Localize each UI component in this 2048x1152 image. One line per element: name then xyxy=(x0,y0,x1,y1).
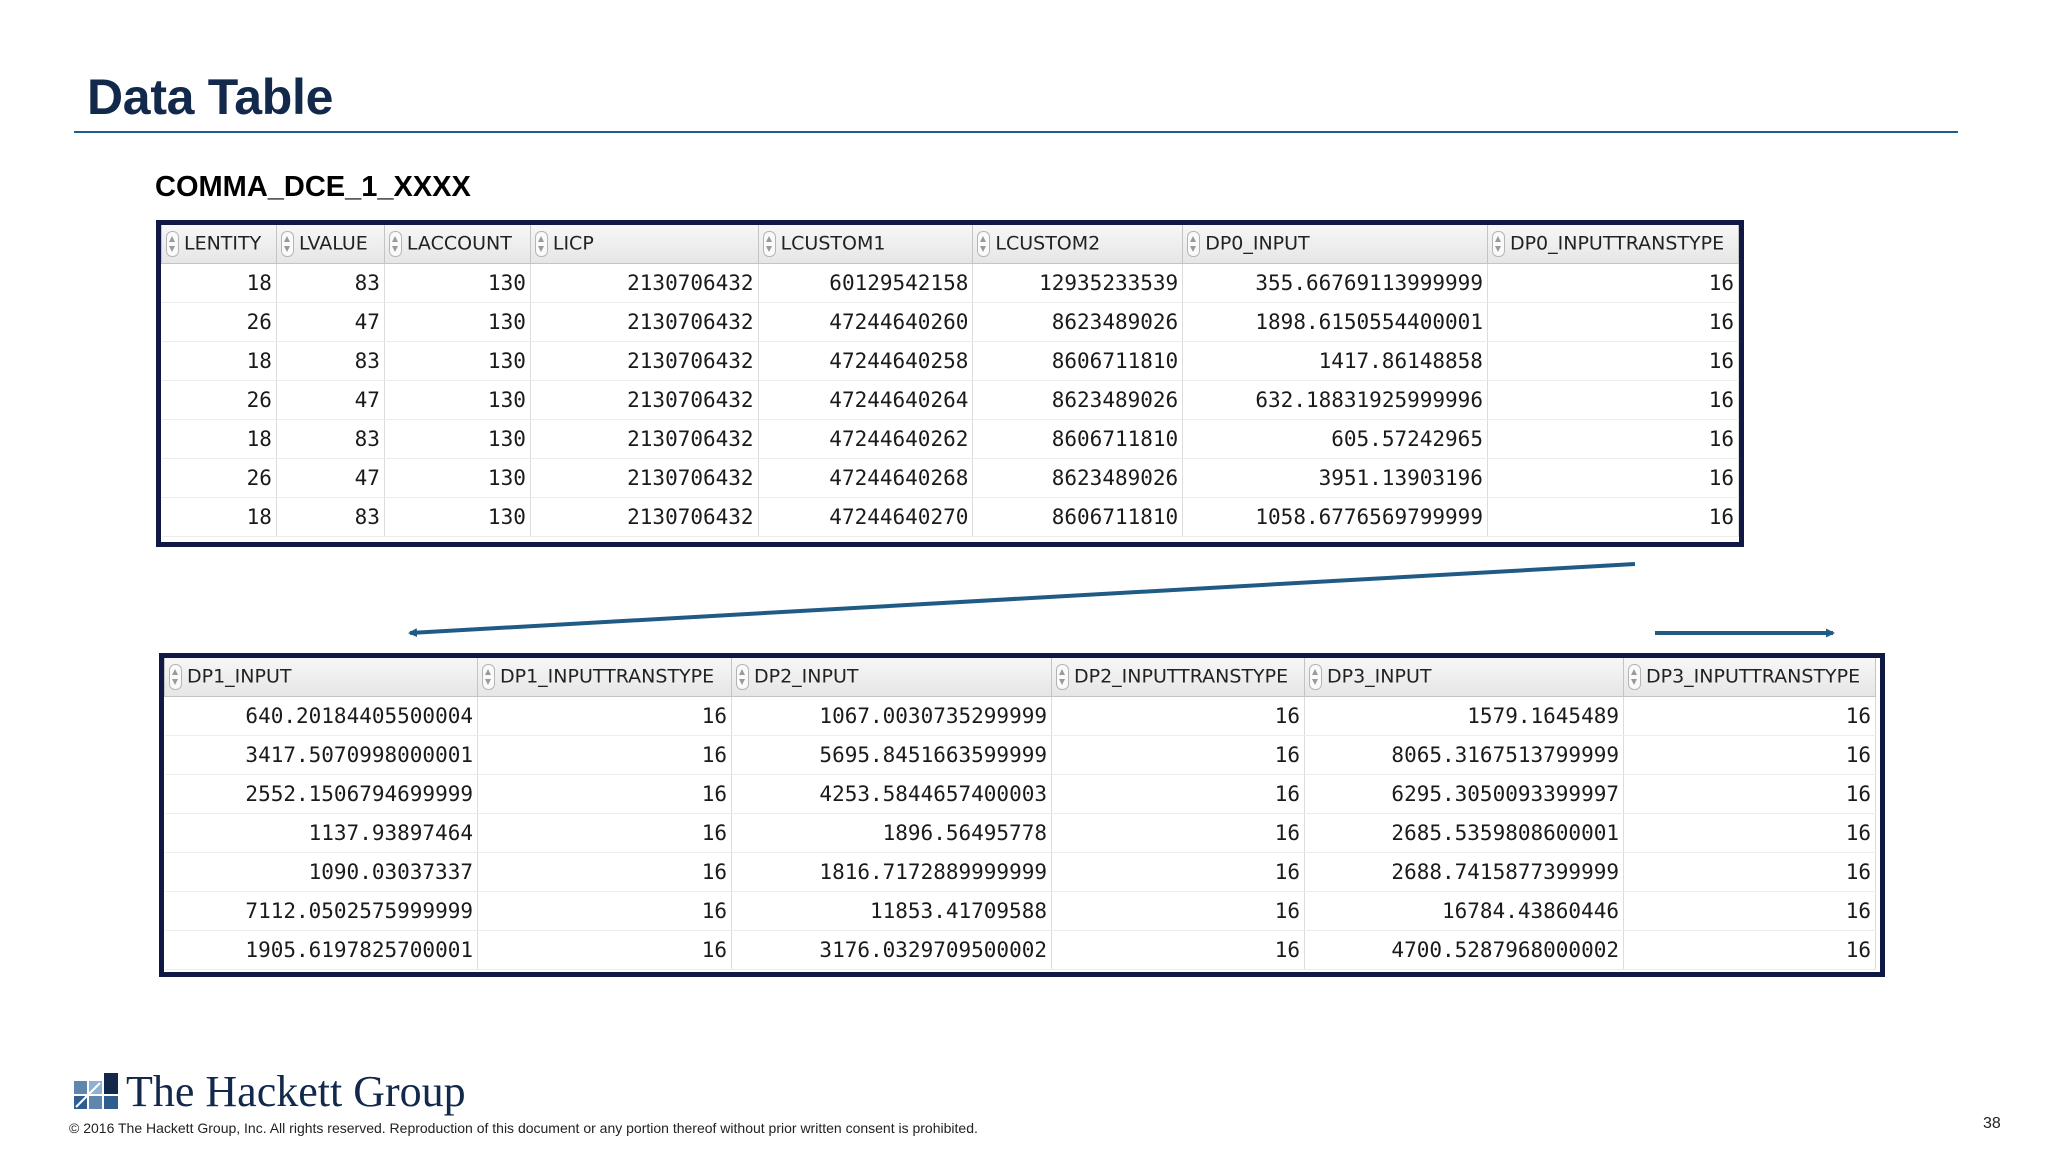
table-cell[interactable]: 83 xyxy=(276,420,384,459)
sort-arrows-icon[interactable] xyxy=(1056,664,1069,690)
table-cell[interactable]: 18 xyxy=(162,498,277,537)
column-header[interactable] xyxy=(732,658,1052,697)
table-cell[interactable]: 18 xyxy=(162,264,277,303)
table-cell[interactable]: 8606711810 xyxy=(973,342,1183,381)
table-cell[interactable]: 16 xyxy=(1624,736,1876,775)
table-cell[interactable]: 5695.8451663599999 xyxy=(732,736,1052,775)
table-cell[interactable]: 2130706432 xyxy=(530,264,758,303)
table-cell[interactable]: 16 xyxy=(1487,459,1738,498)
table-cell[interactable]: 1090.03037337 xyxy=(165,853,478,892)
sort-arrows-icon[interactable] xyxy=(169,664,182,690)
page-number: 38 xyxy=(1983,1115,2001,1132)
page-title: Data Table xyxy=(87,69,334,125)
table-cell[interactable]: 47244640270 xyxy=(758,498,973,537)
table-cell[interactable]: 16 xyxy=(478,736,732,775)
table-cell[interactable]: 26 xyxy=(162,303,277,342)
table-cell[interactable]: 26 xyxy=(162,459,277,498)
sort-arrows-icon[interactable] xyxy=(1309,664,1322,690)
table-cell[interactable]: 83 xyxy=(276,498,384,537)
table-cell[interactable]: 60129542158 xyxy=(758,264,973,303)
table-cell[interactable]: 47244640264 xyxy=(758,381,973,420)
table-cell[interactable]: 130 xyxy=(384,420,530,459)
sort-arrows-icon[interactable] xyxy=(482,664,495,690)
table-cell[interactable]: 16 xyxy=(1052,931,1305,970)
column-header-label: LCUSTOM2 xyxy=(995,232,1101,255)
table-cell[interactable]: 47 xyxy=(276,303,384,342)
table-cell[interactable]: 3951.13903196 xyxy=(1183,459,1488,498)
column-header-label: DP2_INPUTTRANSTYPE xyxy=(1074,665,1289,688)
table-cell[interactable]: 16 xyxy=(1624,697,1876,736)
table-row[interactable] xyxy=(165,853,1876,892)
table-cell[interactable]: 16 xyxy=(478,775,732,814)
table-cell[interactable]: 3417.5070998000001 xyxy=(165,736,478,775)
table-cell[interactable]: 8623489026 xyxy=(973,381,1183,420)
table-cell[interactable]: 1816.7172889999999 xyxy=(732,853,1052,892)
table-cell[interactable]: 16 xyxy=(1487,303,1738,342)
table-cell[interactable]: 8623489026 xyxy=(973,459,1183,498)
table-cell[interactable]: 1896.56495778 xyxy=(732,814,1052,853)
column-header-label: LCUSTOM1 xyxy=(780,232,886,255)
table-row[interactable] xyxy=(165,775,1876,814)
table-cell[interactable]: 2130706432 xyxy=(530,381,758,420)
table-row[interactable] xyxy=(165,931,1876,970)
column-header[interactable] xyxy=(1052,658,1305,697)
table-name-label: COMMA_DCE_1_XXXX xyxy=(155,171,471,203)
copyright-notice: © 2016 The Hackett Group, Inc. All rights reserved. Reproduction of this document or any portion thereof without prior written consent is prohibited. xyxy=(69,1120,978,1136)
data-grid-2 xyxy=(159,653,1885,977)
table-cell[interactable]: 8065.3167513799999 xyxy=(1305,736,1624,775)
column-header-label: DP0_INPUT xyxy=(1205,232,1310,255)
table-cell[interactable]: 130 xyxy=(384,303,530,342)
table-cell[interactable]: 16 xyxy=(478,697,732,736)
table-cell[interactable]: 16 xyxy=(478,892,732,931)
table-cell[interactable]: 8606711810 xyxy=(973,420,1183,459)
table-cell[interactable]: 1137.93897464 xyxy=(165,814,478,853)
table-cell[interactable]: 18 xyxy=(162,342,277,381)
table-cell[interactable]: 632.18831925999996 xyxy=(1183,381,1488,420)
table-cell[interactable]: 3176.0329709500002 xyxy=(732,931,1052,970)
column-header[interactable] xyxy=(1305,658,1624,697)
column-header-label: LENTITY xyxy=(184,232,262,255)
table-cell[interactable]: 16 xyxy=(478,814,732,853)
table-cell[interactable]: 16 xyxy=(1487,342,1738,381)
table-cell[interactable]: 11853.41709588 xyxy=(732,892,1052,931)
table-cell[interactable]: 16 xyxy=(1052,697,1305,736)
table-cell[interactable]: 26 xyxy=(162,381,277,420)
table-cell[interactable]: 130 xyxy=(384,459,530,498)
table-cell[interactable]: 4700.5287968000002 xyxy=(1305,931,1624,970)
column-header-label: LVALUE xyxy=(298,232,368,255)
table-cell[interactable]: 47244640262 xyxy=(758,420,973,459)
table-cell[interactable]: 2688.7415877399999 xyxy=(1305,853,1624,892)
hackett-logo-icon xyxy=(74,1073,118,1109)
table-cell[interactable]: 47 xyxy=(276,459,384,498)
table-cell[interactable]: 640.20184405500004 xyxy=(165,697,478,736)
table-cell[interactable]: 16 xyxy=(1052,892,1305,931)
table-cell[interactable]: 130 xyxy=(384,381,530,420)
column-header[interactable] xyxy=(165,658,478,697)
sort-arrows-icon[interactable] xyxy=(1628,664,1641,690)
data-grid-2-table xyxy=(164,658,1876,970)
table-cell[interactable]: 47244640260 xyxy=(758,303,973,342)
table-cell[interactable]: 16 xyxy=(1487,498,1738,537)
table-cell[interactable]: 83 xyxy=(276,342,384,381)
table-cell[interactable]: 16 xyxy=(1624,853,1876,892)
table-cell[interactable]: 2685.5359808600001 xyxy=(1305,814,1624,853)
table-cell[interactable]: 2130706432 xyxy=(530,420,758,459)
company-name: The Hackett Group xyxy=(126,1067,466,1116)
column-header-label: DP2_INPUT xyxy=(754,665,859,688)
table-cell[interactable]: 16 xyxy=(1052,853,1305,892)
table-cell[interactable]: 16 xyxy=(1624,775,1876,814)
table-row[interactable] xyxy=(165,814,1876,853)
table-cell[interactable]: 130 xyxy=(384,342,530,381)
table-cell[interactable]: 16 xyxy=(1487,264,1738,303)
table-cell[interactable]: 1905.6197825700001 xyxy=(165,931,478,970)
table-cell[interactable]: 1579.1645489 xyxy=(1305,697,1624,736)
table-cell[interactable]: 16 xyxy=(478,931,732,970)
continuation-arrow-left xyxy=(410,564,1635,633)
table-cell[interactable]: 16 xyxy=(1624,931,1876,970)
table-cell[interactable]: 7112.0502575999999 xyxy=(165,892,478,931)
column-header-label: LICP xyxy=(552,232,594,255)
table-cell[interactable]: 130 xyxy=(384,264,530,303)
table-cell[interactable]: 6295.3050093399997 xyxy=(1305,775,1624,814)
table-row[interactable] xyxy=(165,736,1876,775)
table-cell[interactable]: 605.57242965 xyxy=(1183,420,1488,459)
table-cell[interactable]: 355.66769113999999 xyxy=(1183,264,1488,303)
table-cell[interactable]: 16784.43860446 xyxy=(1305,892,1624,931)
table-cell[interactable]: 8606711810 xyxy=(973,498,1183,537)
table-cell[interactable]: 130 xyxy=(384,498,530,537)
table-cell[interactable]: 18 xyxy=(162,420,277,459)
table-row[interactable] xyxy=(165,697,1876,736)
table-cell[interactable]: 2130706432 xyxy=(530,303,758,342)
table-cell[interactable]: 2130706432 xyxy=(530,459,758,498)
table-cell[interactable]: 16 xyxy=(1487,420,1738,459)
table-cell[interactable]: 12935233539 xyxy=(973,264,1183,303)
table-cell[interactable]: 2130706432 xyxy=(530,342,758,381)
column-header-label: DP3_INPUTTRANSTYPE xyxy=(1646,665,1861,688)
table-cell[interactable]: 16 xyxy=(1624,892,1876,931)
column-header-label: LACCOUNT xyxy=(406,232,512,255)
table-cell[interactable]: 16 xyxy=(1487,381,1738,420)
table-cell[interactable]: 16 xyxy=(1052,775,1305,814)
column-header-label: DP3_INPUT xyxy=(1327,665,1432,688)
table-cell[interactable]: 16 xyxy=(1624,814,1876,853)
table-cell[interactable]: 47244640258 xyxy=(758,342,973,381)
table-cell[interactable]: 83 xyxy=(276,264,384,303)
column-header-label: DP0_INPUTTRANSTYPE xyxy=(1509,232,1725,255)
table-cell[interactable]: 16 xyxy=(1052,736,1305,775)
table-row[interactable] xyxy=(165,892,1876,931)
table-cell[interactable]: 47 xyxy=(276,381,384,420)
column-header[interactable] xyxy=(478,658,732,697)
column-header-label: DP1_INPUT xyxy=(187,665,292,688)
table-cell[interactable]: 1417.86148858 xyxy=(1183,342,1488,381)
sort-arrows-icon[interactable] xyxy=(736,664,749,690)
table-cell[interactable]: 1067.0030735299999 xyxy=(732,697,1052,736)
table-cell[interactable]: 1058.6776569799999 xyxy=(1183,498,1488,537)
table-cell[interactable]: 8623489026 xyxy=(973,303,1183,342)
table-cell[interactable]: 2130706432 xyxy=(530,498,758,537)
table-cell[interactable]: 47244640268 xyxy=(758,459,973,498)
table-cell[interactable]: 1898.6150554400001 xyxy=(1183,303,1488,342)
table-cell[interactable]: 16 xyxy=(478,853,732,892)
table-cell[interactable]: 4253.5844657400003 xyxy=(732,775,1052,814)
table-cell[interactable]: 16 xyxy=(1052,814,1305,853)
column-header[interactable] xyxy=(1624,658,1876,697)
column-header-label: DP1_INPUTTRANSTYPE xyxy=(500,665,715,688)
table-cell[interactable]: 2552.1506794699999 xyxy=(165,775,478,814)
